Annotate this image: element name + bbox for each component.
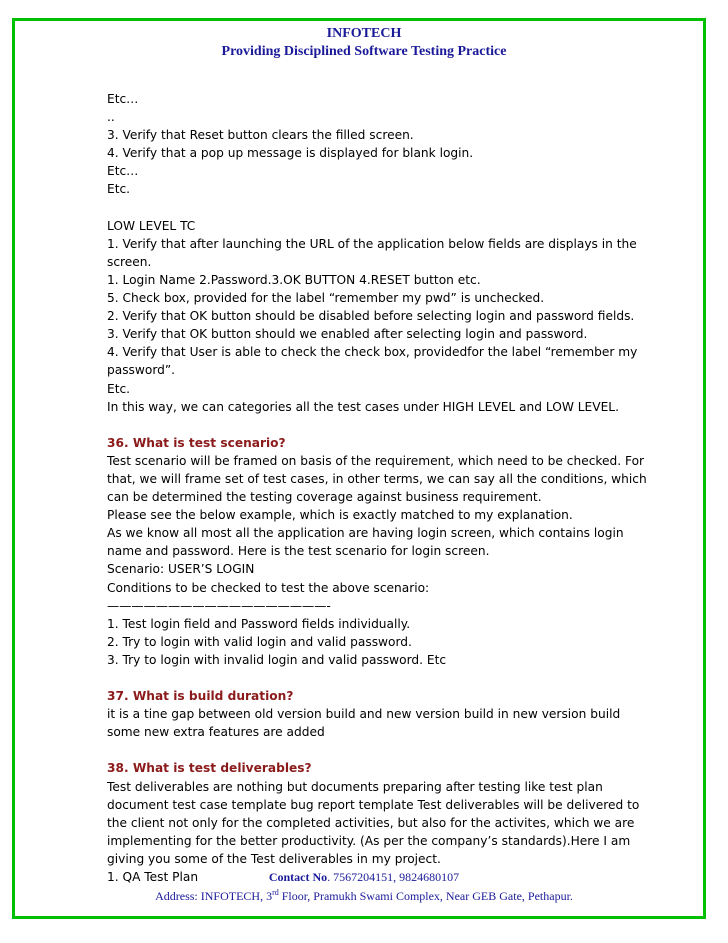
contact-line [0, 869, 728, 885]
body-text-line: giving you some of the Test deliverables in my project. [107, 851, 441, 866]
address-prefix: Address: INFOTECH, 3 [155, 889, 273, 903]
blank-line [107, 199, 627, 217]
body-text-line: 3. Verify that OK button should we enabled after selecting login and password. [107, 327, 588, 342]
blank-line [107, 741, 627, 759]
page-header [0, 26, 728, 60]
body-text-line: 1. Login Name 2.Password.3.OK BUTTON 4.RESET button etc. [107, 272, 481, 287]
body-text-line: can be determined the testing coverage against business requirement. [107, 490, 542, 505]
section-heading: 36. What is test scenario? [107, 435, 286, 450]
body-text-line: password”. [107, 363, 176, 378]
body-text-line: As we know all most all the application are having login screen, which contains login [107, 526, 624, 541]
blank-line [107, 669, 627, 687]
brand-name: INFOTECH [326, 26, 402, 41]
body-text-line: Etc… [107, 164, 139, 179]
body-text-line: Etc… [107, 92, 139, 106]
body-text-line: In this way, we can categories all the test cases under HIGH LEVEL and LOW LEVEL. [107, 399, 619, 414]
page-footer [0, 869, 728, 904]
body-text-line: that, we will frame set of test cases, in other terms, we can say all the conditions, which [107, 471, 647, 486]
body-text-line: 3. Try to login with invalid login and valid password. Etc [107, 652, 447, 667]
body-text-line: 4. Verify that User is able to check the check box, providedfor the label “remember my [107, 345, 638, 360]
body-text-line: 5. Check box, provided for the label “remember my pwd” is unchecked. [107, 291, 545, 306]
body-text-line: 3. Verify that Reset button clears the filled screen. [107, 128, 414, 143]
address-sup: rd [272, 888, 279, 897]
body-text-line: name and password. Here is the test scenario for login screen. [107, 544, 490, 559]
body-text-line: the client not only for the completed activities, but also for the activites, which we are [107, 815, 635, 830]
contact-numbers: . 7567204151, 9824680107 [327, 870, 460, 884]
body-text-line: 1. Verify that after launching the URL of the application below fields are displays in the [107, 236, 637, 251]
body-text-line: Scenario: USER’S LOGIN [107, 562, 255, 577]
address-suffix: Floor, Pramukh Swami Complex, Near GEB Gate, Pethapur. [278, 889, 573, 903]
brand-tagline: Providing Disciplined Software Testing Practice [221, 44, 507, 59]
body-text-line: 2. Try to login with valid login and valid password. [107, 634, 412, 649]
body-text-line: 2. Verify that OK button should be disabled before selecting login and password fields. [107, 309, 635, 324]
body-text-line: 1. Test login field and Password fields individually. [107, 616, 411, 631]
body-text-line: Etc. [107, 182, 131, 197]
body-text-line: implementing for the better productivity. (As per the company’s standards).Here I am [107, 833, 631, 848]
body-text-line: Etc. [107, 381, 131, 396]
body-text-line: Test deliverables are nothing but documents preparing after testing like test plan [107, 779, 603, 794]
body-text-line: Please see the below example, which is exactly matched to my explanation. [107, 508, 573, 523]
body-text-line: document test case template bug report template Test deliverables will be delivered to [107, 797, 640, 812]
document-body [107, 90, 647, 886]
body-text-line: Conditions to be checked to test the above scenario: [107, 580, 430, 595]
blank-line [107, 416, 627, 434]
contact-label: Contact No [268, 870, 328, 884]
section-heading: 37. What is build duration? [107, 689, 294, 704]
body-text-line: screen. [107, 254, 152, 269]
body-text-line: some new extra features are added [107, 725, 325, 740]
body-text-line: ——————————————————- [107, 598, 331, 613]
address-line [0, 885, 728, 904]
body-text-line: .. [107, 110, 115, 125]
body-text-line: Test scenario will be framed on basis of the requirement, which need to be checked. For [107, 453, 645, 468]
body-text-line: 4. Verify that a pop up message is displayed for blank login. [107, 146, 474, 161]
body-text-line: it is a tine gap between old version build and new version build in new version build [107, 707, 621, 722]
section-heading: 38. What is test deliverables? [107, 761, 312, 776]
body-text-line: 1. QA Test Plan [107, 870, 199, 885]
body-text-line: LOW LEVEL TC [107, 218, 196, 233]
